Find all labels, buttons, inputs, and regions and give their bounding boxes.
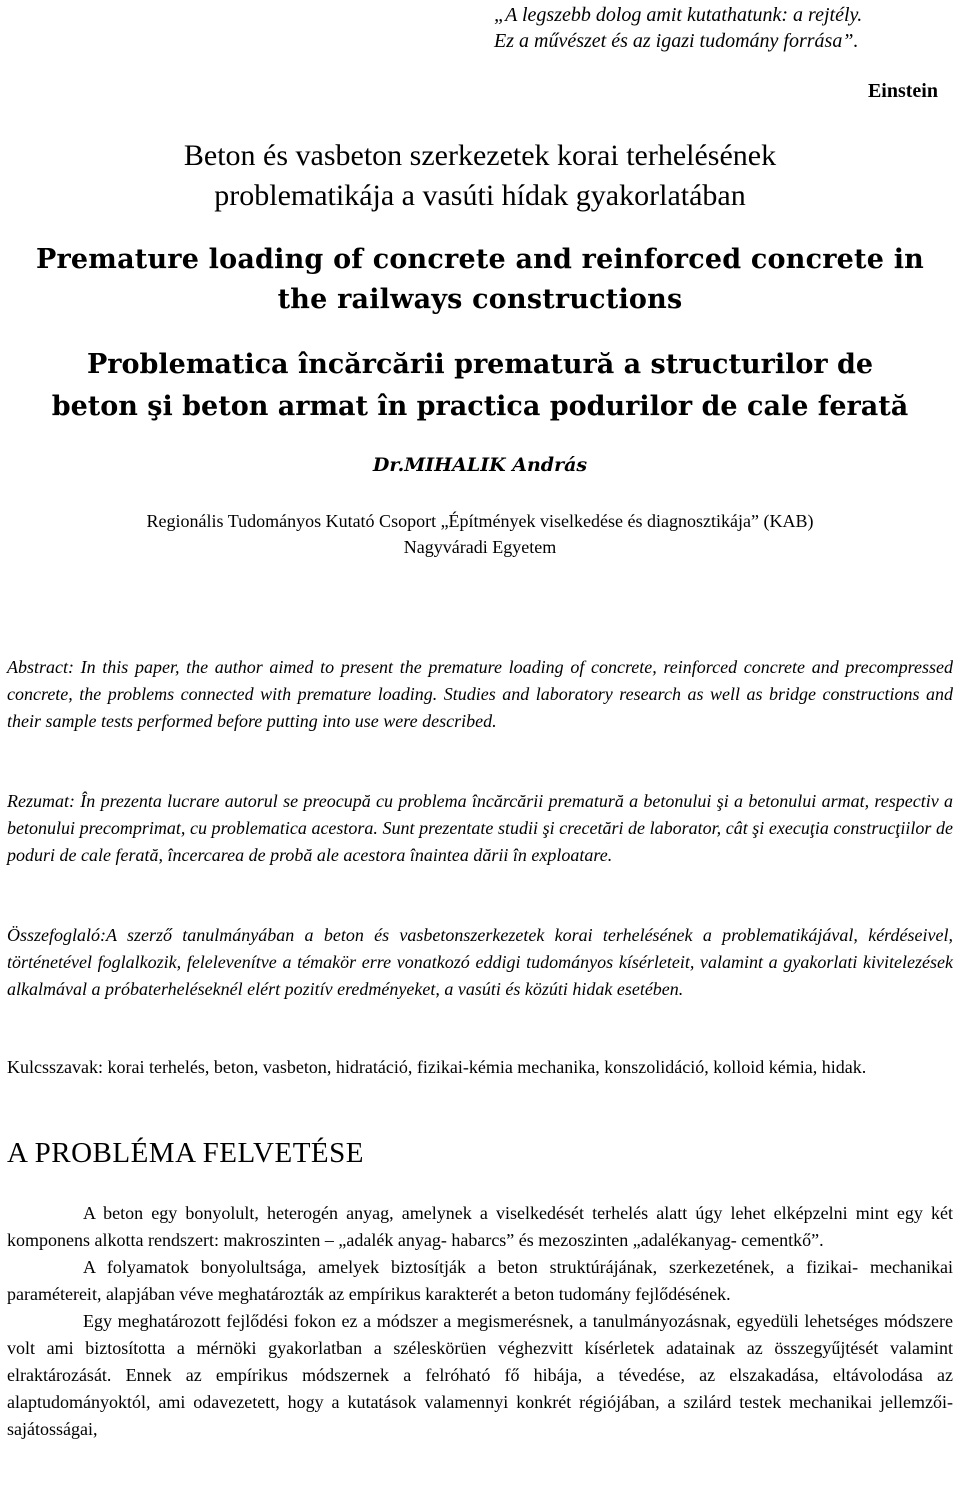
title-english-text: Premature loading of concrete and reinforced concrete in the railways constructions (36, 244, 924, 315)
body-paragraph: A beton egy bonyolult, heterogén anyag, amelynek a viselkedését terhelés alatt úgy lehet elképzelni mint egy két komponens alkotta rendszert: makroszinten – „adalék anyag- habarcs” és mezoszinten „adalékanyag- cementkő”. (7, 1203, 953, 1250)
affiliation-line-1: Regionális Tudományos Kutató Csoport „Építmények viselkedése és diagnosztikája” (KAB) (146, 511, 814, 531)
abstract-romanian: Rezumat: În prezenta lucrare autorul se preocupă cu problema încărcării prematură a betonului şi a betonului armat, respectiv a betonului precomprimat, cu problematica acestora. Sunt prezentate studii şi crecetări de laborator, cât şi execuţia construcţiilor de poduri de cale ferată, încercarea de probă ale acestora înaintea dării în exploatare. (7, 791, 953, 865)
section-heading: A PROBLÉMA FELVETÉSE (7, 1137, 364, 1169)
affiliation-line-2: Nagyváradi Egyetem (403, 537, 557, 557)
motto-line-1: „A legszebb dolog amit kutathatunk: a rejtély. (494, 4, 863, 26)
body-paragraph: Egy meghatározott fejlődési fokon ez a módszer a megismerésnek, a tanulmányozásnak, egyedüli lehetséges módszere volt ami biztosította a mérnöki gyakorlatban a széleskörüen véghezvitt kísérletek adatainak az összegyűjtését valamint elraktározását. Ennek az empírikus módszernek a felróható fő hibája, a tévedése, az elszakadása, eltávolodása az alaptudományoktól, ami odavezetett, hogy a kutatások valamennyi konkrét régiójában, a szilárd testek mechanikai jellemzői- sajátosságai, (7, 1311, 953, 1439)
motto-quote (494, 2, 862, 54)
body-paragraph: A folyamatok bonyolultsága, amelyek biztosítják a beton struktúrájának, szerkezetének, a fizikai- mechanikai paramétereit, alapjában véve meghatározták az empírikus karakterét a beton tudomány fejlődésének. (7, 1257, 953, 1304)
title-hungarian-text: Beton és vasbeton szerkezetek korai terhelésének problematikája a vasúti hídak gyakorlatában (183, 139, 777, 212)
keywords: Kulcsszavak: korai terhelés, beton, vasbeton, hidratáció, fizikai-kémia mechanika, konszolidáció, kolloid kémia, hidak. (7, 1057, 867, 1077)
section-body (7, 1200, 953, 1443)
author-name: Dr.MIHALIK András (372, 454, 588, 476)
abstract-hungarian: Összefoglaló:A szerző tanulmányában a beton és vasbetonszerkezetek korai terhelésének a problematikájával, kérdéseivel, történetével foglalkozik, felelevenítve a témakör erre vonatkozó eddigi tudományos kísérleteit, valamint a gyakorlati kivitelezések alkalmával a próbaterheléseknél elért pozitív eredményeket, a vasúti és közúti hidak esetében. (7, 925, 953, 999)
affiliation (0, 508, 960, 560)
title-hungarian (0, 136, 960, 216)
title-romanian (0, 344, 960, 428)
abstract-english: Abstract: In this paper, the author aimed to present the premature loading of concrete, reinforced concrete and precompressed concrete, the problems connected with premature loading. Studies and laboratory research as well as bridge constructions and their sample tests performed before putting into use were described. (7, 657, 953, 731)
title-english (0, 240, 960, 320)
motto-author: Einstein (867, 80, 938, 102)
title-romanian-text: Problematica încărcării prematură a structurilor de beton şi beton armat în practica podurilor de cale ferată (51, 349, 909, 422)
motto-line-2: Ez a művészet és az igazi tudomány forrása”. (494, 30, 859, 52)
